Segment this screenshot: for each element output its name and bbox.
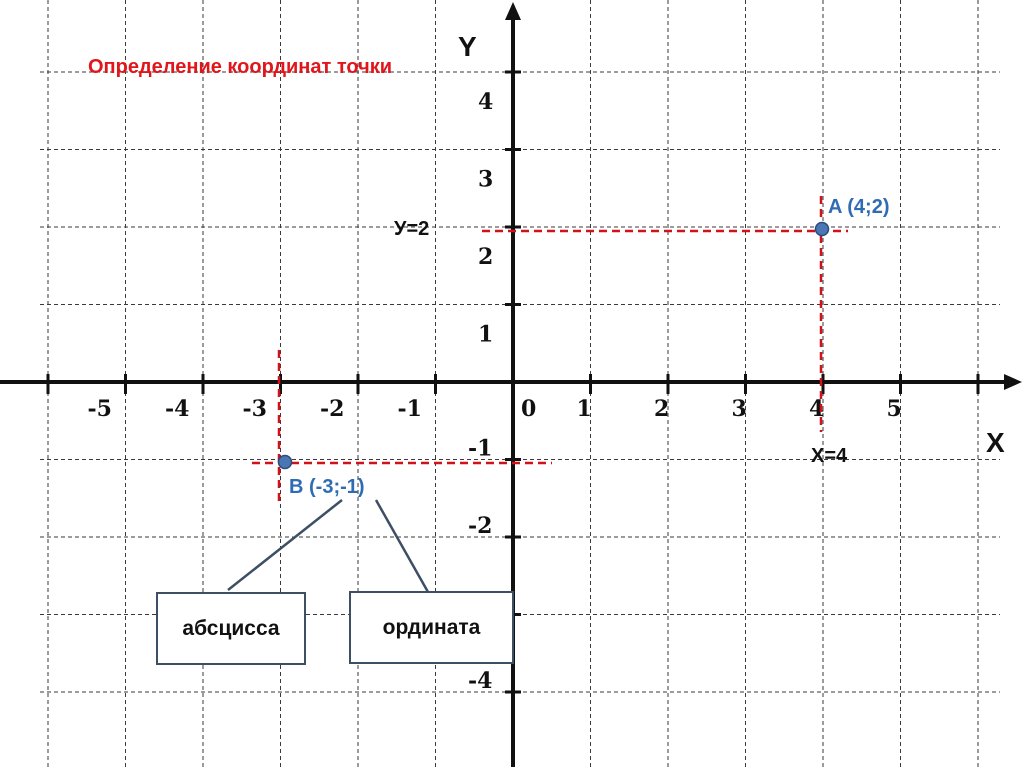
- x-tick-label: 5: [886, 396, 902, 422]
- y-tick-label: 1: [478, 321, 494, 348]
- x-tick-label: -5: [87, 396, 112, 422]
- x-axis-arrow: [1004, 374, 1022, 390]
- x-tick-label: 0: [521, 396, 537, 422]
- abscissa-callout: [156, 592, 306, 665]
- y-guide-label: У=2: [394, 218, 430, 240]
- point-a: [816, 223, 829, 236]
- y-axis-arrow: [505, 2, 521, 20]
- abscissa-callout-text: абсцисса: [182, 616, 280, 640]
- x-tick-label: -2: [320, 396, 345, 422]
- page-title: Определение координат точки: [88, 56, 393, 78]
- x-guide-label: X=4: [811, 445, 848, 467]
- y-tick-label: -4: [468, 668, 493, 694]
- x-tick-label: -3: [242, 396, 267, 422]
- x-tick-label: 2: [654, 396, 670, 422]
- ordinate-callout: [349, 591, 514, 664]
- point-b: [279, 456, 292, 469]
- point-a-label: A (4;2): [828, 196, 890, 218]
- y-tick-label: 3: [478, 166, 494, 193]
- y-tick-label: 2: [478, 244, 494, 270]
- point-b-label: B (-3;-1): [289, 476, 365, 498]
- y-tick-label: -2: [468, 513, 493, 539]
- x-tick-label: -1: [397, 396, 422, 422]
- ordinate-connector: [376, 500, 428, 592]
- x-tick-label: -4: [165, 396, 190, 422]
- y-tick-label: -1: [468, 435, 493, 462]
- y-tick-label: 4: [478, 89, 494, 115]
- abscissa-connector: [228, 500, 342, 590]
- y-axis-label: Y: [458, 31, 477, 62]
- x-tick-label: 1: [576, 396, 592, 422]
- x-axis-label: X: [986, 427, 1005, 458]
- ordinate-callout-text: ордината: [382, 615, 481, 639]
- x-tick-label: 4: [809, 396, 825, 422]
- x-tick-label: 3: [731, 396, 747, 422]
